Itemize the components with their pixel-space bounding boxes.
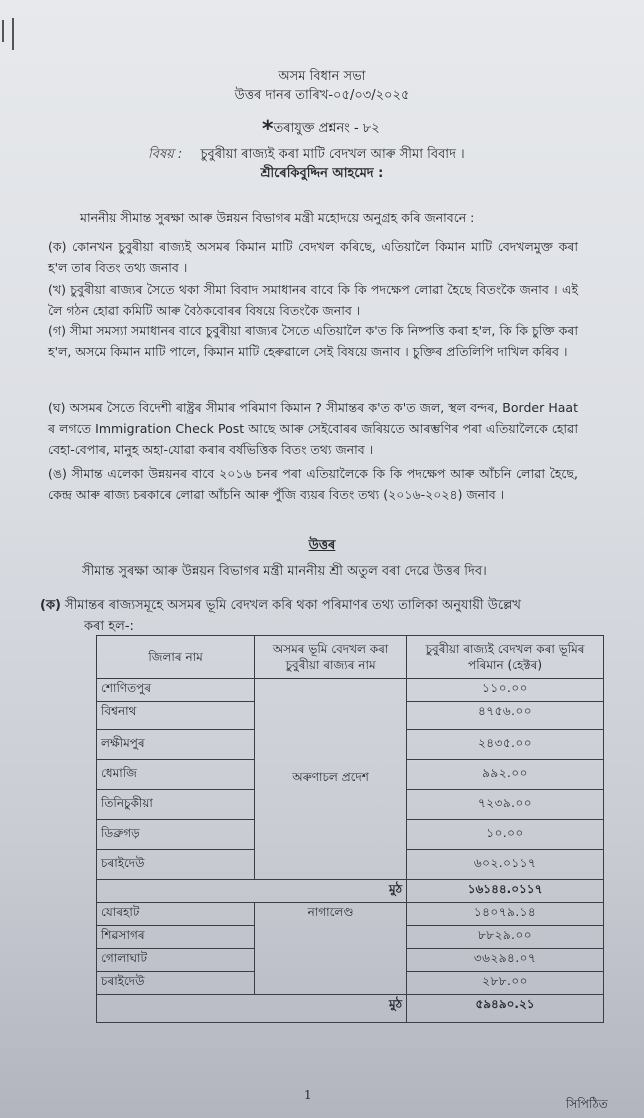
district-cell: চৰাইদেউ [97,972,255,995]
district-cell: শিৱসাগৰ [97,926,255,949]
area-cell: ১০.০০ [407,820,604,850]
area-cell: ৯৯২.০০ [407,760,604,790]
total-value: ১৬১৪৪.০১১৭ [407,880,604,903]
answer-by-minister: সীমান্ত সুৰক্ষা আৰু উন্নয়ন বিভাগৰ মন্ত্ৰী মাননীয় শ্ৰী অতুল বৰা দেৱে উত্তৰ দিব। [82,564,487,579]
total-label: মুঠ [97,995,407,1023]
header-district: জিলাৰ নাম [97,636,255,679]
header-state: অসমৰ ভূমি বেদখল কৰা চুবুৰীয়া ৰাজ্যৰ নাম [255,636,407,679]
area-cell: ২৪৩৫.০০ [407,730,604,760]
district-cell: বিশ্বনাথ [97,702,255,730]
page-number: 1 [304,1088,312,1102]
area-cell: ৮৮২৯.০০ [407,926,604,949]
area-cell: ১৪০৭৯.১৪ [407,903,604,926]
state-cell: অৰুণাচল প্ৰদেশ [255,679,407,880]
answer-ka-line2: কৰা হল-: [84,619,134,634]
subject-label: বিষয় : [148,147,183,162]
area-cell: ২৮৮.০০ [407,972,604,995]
district-cell: ডিব্ৰুগড় [97,820,255,850]
answer-ka [40,595,600,637]
district-cell: যোৰহাট [97,903,255,926]
area-cell: ৪৭৫৬.০০ [407,702,604,730]
question-number [262,113,380,140]
header-area: চুবুৰীয়া ৰাজ্যই বেদখল কৰা ভূমিৰ পৰিমান (হেক্টৰ) [407,636,604,679]
question-ga: (গ) সীমা সমস্যা সমাধানৰ বাবে চুবুৰীয়া ৰাজ্যৰ সৈতে এতিয়ালৈ ক'ত কি নিষ্পত্তি কৰা হ'ল, কি কি চুক্তি কৰা হ'ল, অসমে কিমান মাটি পালে, কিমান মাটি হেৰুৱালে সেই বিষয়ে জনাব । চুক্তিৰ প্ৰতিলিপি দাখিল কৰিব । [48,323,578,359]
district-cell: শোণিতপুৰ [97,679,255,702]
district-cell: চৰাইদেউ [97,850,255,880]
answer-date: উত্তৰ দানৰ তাৰিখ-০৫/০৩/২০২৫ [234,88,410,103]
table-row [97,903,604,926]
question-ka: (ক) কোনখন চুবুৰীয়া ৰাজ্যই অসমৰ কিমান মাটি বেদখল কৰিছে, এতিয়ালৈ কিমান মাটি বেদখলমুক্ত কৰা হ'ল তাৰ বিতং তথ্য জনাব । [48,239,578,275]
table-header-row [97,636,604,679]
intro-text: মাননীয় সীমান্ত সুৰক্ষা আৰু উন্নয়ন বিভাগৰ মন্ত্ৰী মহোদয়ে অনুগ্ৰহ কৰি জনাবনে : [80,210,475,225]
area-cell: ৬০২.০১১৭ [407,850,604,880]
subject-text: চুবুৰীয়া ৰাজ্যই কৰা মাটি বেদখল আৰু সীমা বিবাদ । [200,147,465,162]
district-cell: লক্ষীমপুৰ [97,730,255,760]
margin-pen-mark [2,18,16,58]
district-cell: ধেমাজি [97,760,255,790]
state-cell: নাগালেণ্ড [255,903,407,995]
starred-marker-icon: * [262,117,274,142]
question-kha: (খ) চুবুৰীয়া ৰাজ্যৰ সৈতে থকা সীমা বিবাদ সমাধানৰ বাবে কি কি পদক্ষেপ লোৱা হৈছে বিতংকৈ জনাব । এই লৈ গঠন হোৱা কমিটি আৰু বৈঠকবোৰৰ বিষয়ে বিতংকৈ জনাব । [48,282,578,318]
district-cell: তিনিচুকীয়া [97,790,255,820]
table-row [97,679,604,702]
question-gha: (ঘ) অসমৰ সৈতে বিদেশী ৰাষ্ট্ৰৰ সীমাৰ পৰিমাণ কিমান ? সীমান্তৰ ক'ত ক'ত জল, স্থল বন্দৰ, Border Haat ৰ লগতে Immigration Check Post আছে আৰু সেইবোৰৰ জৰিয়তে আৰম্ভণিৰ পৰা এতিয়ালৈকে হোৱা বেহা-বেপাৰ, মানুহ অহা-যোৱা কৰাৰ বৰ্ষভিত্তিক বিতং তথ্য জনাব । [48,400,578,457]
area-cell: ৩৬২৯৪.০৭ [407,949,604,972]
answer-heading: উত্তৰ [308,538,336,553]
district-cell: গোলাঘাট [97,949,255,972]
subtotal-row [97,995,604,1023]
asker-name: শ্ৰীৰেকিবুদ্দিন আহমেদ : [260,166,384,181]
answer-ka-line1: সীমান্তৰ ৰাজ্যসমূহে অসমৰ ভূমি বেদখল কৰি থকা পৰিমাণৰ তথ্য তালিকা অনুযায়ী উল্লেখ [64,598,521,613]
subject-line [148,145,465,166]
question-uma: (ঙ) সীমান্ত এলেকা উন্নয়নৰ বাবে ২০১৬ চনৰ পৰা এতিয়ালৈকে কি কি পদক্ষেপ আৰু আঁচনি লোৱা হৈছে, কেন্দ্ৰ আৰু ৰাজ্য চৰকাৰে লোৱা আঁচনি আৰু পুঁজি ব্যয়ৰ বিতং তথ্য (২০১৬-২০২৪) জনাব । [48,466,578,502]
assembly-title: অসম বিধান সভা [278,69,366,84]
area-cell: ১১০.০০ [407,679,604,702]
continued-overleaf: সিপিঠিত [566,1097,608,1111]
land-encroachment-table [96,635,604,1023]
answer-ka-lead: (ক) [40,598,61,613]
total-label: মুঠ [97,880,407,903]
subtotal-row [97,880,604,903]
question-number-text: তৰাযুক্ত প্ৰশ্ননং - ৮২ [273,121,380,136]
total-value: ৫৯৪৯০.২১ [407,995,604,1023]
area-cell: ৭২৩৯.০০ [407,790,604,820]
